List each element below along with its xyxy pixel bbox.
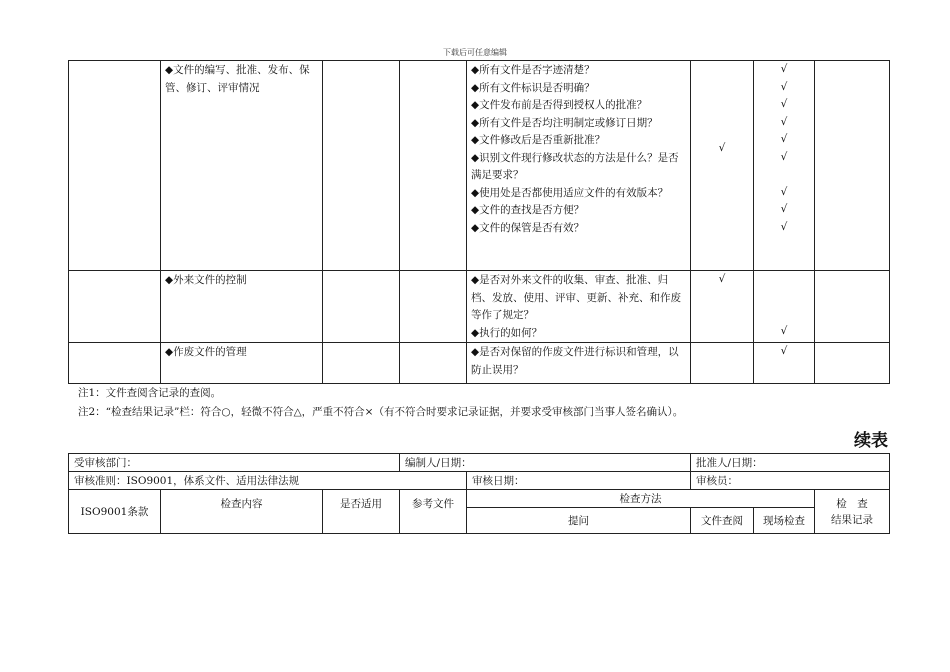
col-header-method: 检查方法 [467, 490, 815, 508]
checkmark: √ [780, 345, 788, 357]
table-row [69, 454, 890, 472]
audited-dept-field: 受审核部门： [69, 454, 400, 472]
check-item: ◆作废文件的管理 [165, 346, 247, 358]
question: ◆所有文件是否字迹清楚？ [471, 64, 595, 76]
audit-date-field: 审核日期： [467, 472, 691, 490]
question: ◆文件发布前是否得到授权人的批准？ [471, 99, 648, 111]
question-cell [467, 61, 691, 271]
approver-field: 批准人/日期： [691, 454, 890, 472]
applicable-cell [323, 61, 400, 271]
question: ◆执行的如何？ [471, 326, 543, 339]
question-cell [467, 271, 691, 343]
header-note: 下载后可任意编辑 [443, 48, 507, 57]
checkmark: √ [780, 80, 788, 93]
reference-cell [400, 61, 467, 271]
compiler-field: 编制人/日期： [400, 454, 691, 472]
col-header-question: 提问 [467, 508, 691, 534]
result-header-line-1: 检 查 [836, 497, 868, 510]
checkmark: √ [780, 325, 788, 337]
note-1: 注1：文件查阅含记录的查阅。 [78, 387, 222, 399]
clause-cell [69, 271, 161, 343]
col-header-clause: ISO9001条款 [69, 490, 161, 534]
clause-cell [69, 343, 161, 384]
continuation-title: 续表 [854, 431, 888, 451]
checkmark: √ [780, 98, 788, 110]
check-item: ◆外来文件的控制 [165, 274, 247, 286]
checkmark: √ [780, 220, 788, 233]
col-header-site-check: 现场检查 [754, 508, 815, 534]
doc-review-cell [691, 61, 754, 271]
check-item-cell [161, 61, 323, 271]
table-row [69, 343, 890, 384]
check-item-cell [161, 343, 323, 384]
audit-criteria-field: 审核准则：ISO9001，体系文件、适用法律法规 [69, 472, 467, 490]
question: ◆是否对保留的作废文件进行标识和管理，以防止误用？ [471, 346, 679, 376]
question: ◆是否对外来文件的收集、审查、批准、归档、发放、使用、评审、更新、补充、和作废等作了规定？ [471, 274, 681, 321]
checkmark: √ [780, 115, 788, 128]
check-item: ◆文件的编写、批准、发布、保管、修订、评审情况 [165, 64, 310, 94]
table-row [69, 472, 890, 490]
result-cell [815, 343, 890, 384]
result-cell [815, 271, 890, 343]
reference-cell [400, 271, 467, 343]
auditor-field: 审核员： [691, 472, 890, 490]
col-header-reference: 参考文件 [400, 490, 467, 534]
question: ◆所有文件是否均注明制定或修订日期？ [471, 116, 658, 129]
question: ◆文件的保管是否有效？ [471, 221, 585, 234]
checkmark: √ [718, 273, 726, 285]
doc-review-cell [691, 343, 754, 384]
checkmark: √ [780, 150, 788, 163]
doc-review-cell [691, 271, 754, 343]
note-2: 注2：“检查结果记录”栏：符合○，轻微不符合△，严重不符合×（有不符合时要求记录证据，并要求受审核部门当事人签名确认）。 [78, 406, 684, 418]
table-row [69, 490, 890, 508]
result-header-line-2: 结果记录 [831, 513, 874, 526]
checkmark: √ [718, 142, 726, 154]
checkmark: √ [780, 185, 788, 198]
reference-cell [400, 343, 467, 384]
table-row [69, 61, 890, 271]
table-row [69, 271, 890, 343]
audit-checklist-table [68, 60, 890, 384]
site-check-cell [754, 61, 815, 271]
checkmark-gap [754, 166, 814, 184]
clause-cell [69, 61, 161, 271]
question: ◆使用处是否都使用适应文件的有效版本？ [471, 186, 669, 199]
site-check-cell [754, 343, 815, 384]
checkmark: √ [780, 203, 788, 215]
site-check-cell [754, 271, 815, 343]
question: ◆识别文件现行修改状态的方法是什么？是否满足要求？ [471, 151, 679, 181]
applicable-cell [323, 271, 400, 343]
col-header-result [815, 490, 890, 534]
applicable-cell [323, 343, 400, 384]
col-header-doc-review: 文件查阅 [691, 508, 754, 534]
question: ◆文件修改后是否重新批准？ [471, 134, 606, 146]
checkmark: √ [780, 63, 788, 75]
checkmark: √ [780, 133, 788, 145]
check-item-cell [161, 271, 323, 343]
notes-block [78, 384, 683, 422]
col-header-content: 检查内容 [161, 490, 323, 534]
continuation-header-table [68, 453, 890, 534]
question: ◆文件的查找是否方便？ [471, 204, 585, 216]
question-cell [467, 343, 691, 384]
question: ◆所有文件标识是否明确？ [471, 81, 595, 94]
result-cell [815, 61, 890, 271]
col-header-applicable: 是否适用 [323, 490, 400, 534]
